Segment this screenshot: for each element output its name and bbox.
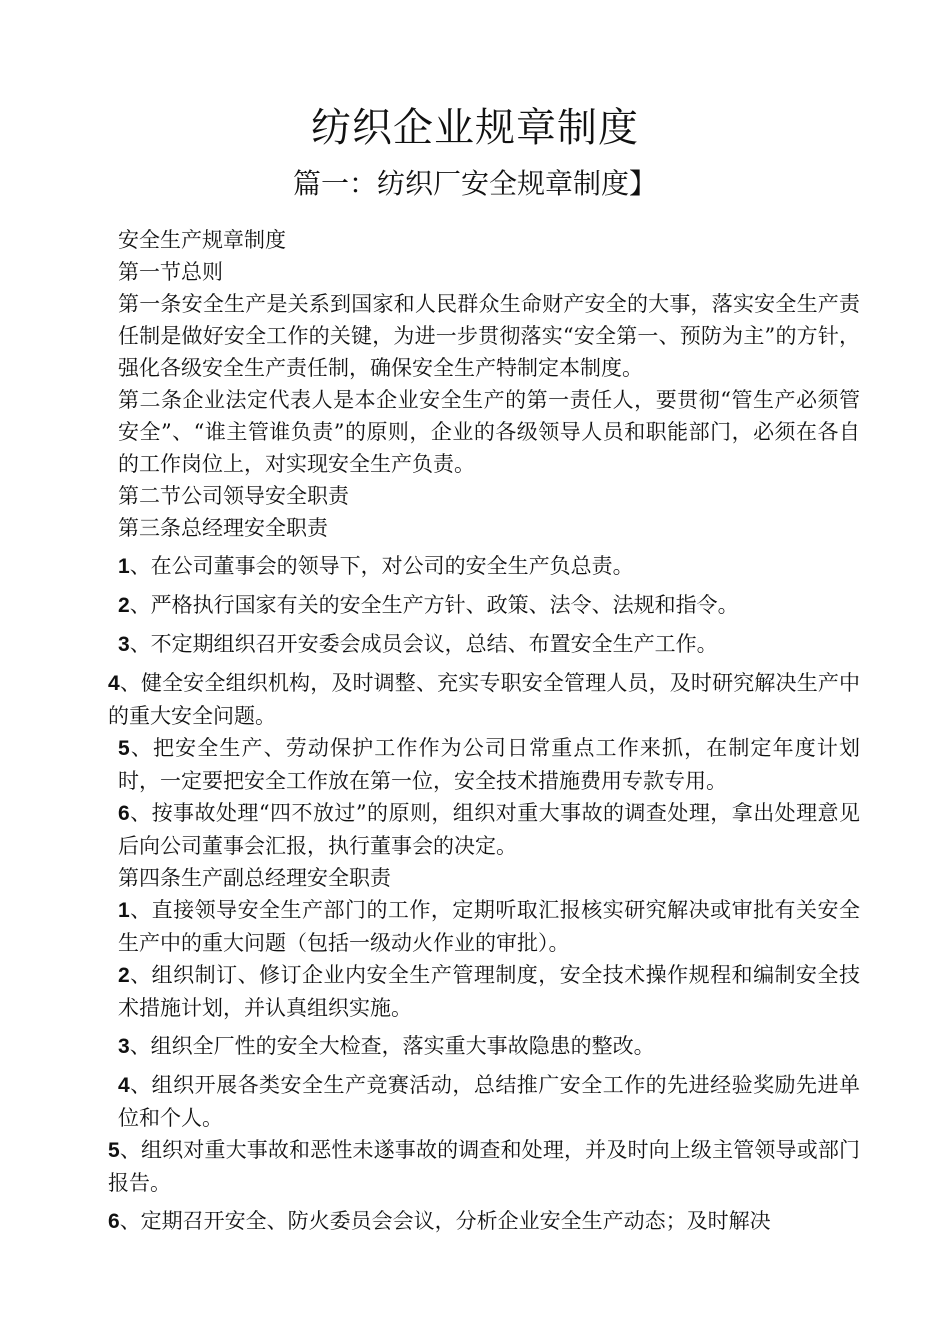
list-item-number: 6 xyxy=(108,1210,120,1233)
paragraph-text: 第四条生产副总经理安全职责 xyxy=(118,866,391,890)
paragraph-text: 、在公司董事会的领导下，对公司的安全生产负总责。 xyxy=(129,554,634,578)
list-item-number: 6 xyxy=(118,802,130,825)
paragraph-text: 、严格执行国家有关的安全生产方针、政策、法令、法规和指令。 xyxy=(129,593,739,617)
paragraph xyxy=(108,288,860,384)
list-item xyxy=(108,797,860,862)
list-item-number: 5 xyxy=(118,737,130,760)
list-item-number: 1 xyxy=(118,555,130,578)
list-item xyxy=(108,894,860,959)
document-body xyxy=(108,224,860,1238)
document-title: 纺织企业规章制度 xyxy=(311,105,639,151)
paragraph-text: 、组织开展各类安全生产竞赛活动，总结推广安全工作的先进经验奖励先进单位和个人。 xyxy=(118,1073,860,1130)
paragraph-text: 第二条企业法定代表人是本企业安全生产的第一责任人，要贯彻“管生产必须管安全”、“谁主管谁负责”的原则，企业的各级领导人员和职能部门，必须在各自的工作岗位上，对实现安全生产负责。 xyxy=(118,388,860,476)
list-item-number: 5 xyxy=(108,1139,120,1162)
list-item-number: 1 xyxy=(118,899,130,922)
list-item-number: 3 xyxy=(118,633,130,656)
paragraph-text: 、直接领导安全生产部门的工作，定期听取汇报核实研究解决或审批有关安全生产中的重大问题（包括一级动火作业的审批）。 xyxy=(118,898,860,955)
paragraph xyxy=(108,384,860,480)
list-item xyxy=(108,732,860,797)
list-item-number: 4 xyxy=(108,672,120,695)
paragraph-text: 第三条总经理安全职责 xyxy=(118,516,328,540)
paragraph-text: 、组织制订、修订企业内安全生产管理制度，安全技术操作规程和编制安全技术措施计划，并认真组织实施。 xyxy=(118,963,860,1020)
list-item xyxy=(108,1069,860,1134)
list-item xyxy=(108,667,860,732)
list-item xyxy=(108,550,860,583)
paragraph-text: 、组织全厂性的安全大检查，落实重大事故隐患的整改。 xyxy=(129,1034,655,1058)
paragraph-text: 第一条安全生产是关系到国家和人民群众生命财产安全的大事，落实安全生产责任制是做好安全工作的关键，为进一步贯彻落实“安全第一、预防为主”的方针，强化各级安全生产责任制，确保安全生产特制定本制度。 xyxy=(118,292,860,380)
list-item xyxy=(108,959,860,1024)
paragraph-text: 、健全安全组织机构，及时调整、充实专职安全管理人员，及时研究解决生产中的重大安全问题。 xyxy=(108,671,860,728)
list-item-number: 4 xyxy=(118,1074,130,1097)
list-item xyxy=(108,1205,860,1238)
list-item-number: 3 xyxy=(118,1035,130,1058)
list-item xyxy=(108,1134,860,1199)
paragraph-text: 、不定期组织召开安委会成员会议，总结、布置安全生产工作。 xyxy=(129,632,718,656)
paragraph-text: 第二节公司领导安全职责 xyxy=(118,484,349,508)
paragraph-text: 、把安全生产、劳动保护工作作为公司日常重点工作来抓，在制定年度计划时，一定要把安全工作放在第一位，安全技术措施费用专款专用。 xyxy=(118,736,860,793)
list-item xyxy=(108,628,860,661)
list-item xyxy=(108,1030,860,1063)
paragraph xyxy=(108,512,860,544)
paragraph-text: 安全生产规章制度 xyxy=(118,228,286,252)
paragraph-text: 第一节总则 xyxy=(118,260,223,284)
list-item-number: 2 xyxy=(118,594,130,617)
paragraph-text: 、组织对重大事故和恶性未遂事故的调查和处理，并及时向上级主管领导或部门报告。 xyxy=(108,1138,860,1195)
document-subtitle: 篇一：纺织厂安全规章制度】 xyxy=(292,167,657,200)
paragraph xyxy=(108,862,860,894)
list-item-number: 2 xyxy=(118,964,130,987)
paragraph-text: 、定期召开安全、防火委员会会议，分析企业安全生产动态；及时解决 xyxy=(119,1209,771,1233)
list-item xyxy=(108,589,860,622)
paragraph xyxy=(108,224,860,256)
paragraph xyxy=(108,256,860,288)
paragraph-text: 、按事故处理“四不放过”的原则，组织对重大事故的调查处理，拿出处理意见后向公司董事会汇报，执行董事会的决定。 xyxy=(118,801,860,858)
paragraph xyxy=(108,480,860,512)
